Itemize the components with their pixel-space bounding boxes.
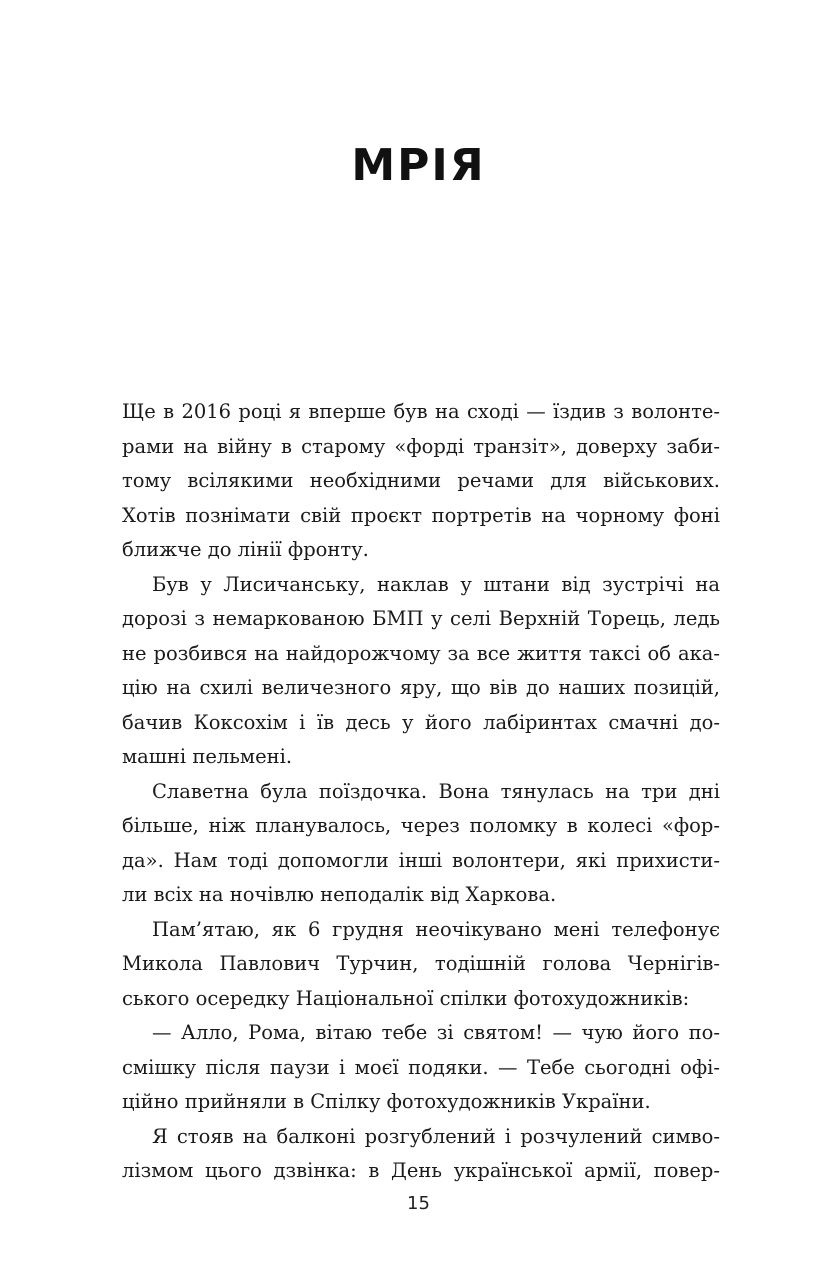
text-line: Микола Павлович Турчин, тодішній голова Чернігів- — [122, 952, 720, 975]
text-line: дорозі з немаркованою БМП у селі Верхній Торець, ледь — [122, 607, 720, 630]
text-line: Я стояв на балконі розгублений і розчулений симво- — [152, 1124, 720, 1148]
text-line: ського осередку Національної спілки фотохудожників: — [122, 986, 690, 1010]
text-line: більше, ніж планувалось, через поломку в колесі «фор- — [122, 814, 720, 837]
text-line: не розбився на найдорожчому за все життя таксі об ака- — [122, 641, 720, 665]
text-line: цію на схилі величезного яру, що вів до наших позицій, — [122, 676, 720, 699]
text-line: лізмом цього дзвінка: в День української армії, повер- — [122, 1159, 720, 1182]
body-text — [122, 395, 720, 1189]
text-line: Ще в 2016 році я вперше був на сході — їздив з волонте- — [122, 400, 720, 423]
text-line: ли всіх на ночівлю неподалік від Харкова. — [122, 883, 557, 906]
text-line: рами на війну в старому «форді транзіт», доверху заби- — [122, 434, 720, 458]
text-line: бачив Коксохім і їв десь у його лабіринтах смачні до- — [122, 710, 720, 734]
text-line: да». Нам тоді допомогли інші волонтери, які прихисти- — [122, 848, 720, 872]
page-number: 15 — [407, 1193, 430, 1214]
text-line: ближче до лінії фронту. — [122, 538, 369, 561]
text-line: Пам’ятаю, як 6 грудня неочікувано мені телефонує — [152, 917, 720, 941]
text-line: смішку після паузи і моєї подяки. — Тебе сьогодні офі- — [122, 1055, 720, 1079]
text-line: тому всілякими необхідними речами для військових. — [122, 469, 720, 492]
text-line: ційно прийняли в Спілку фотохудожників України. — [122, 1090, 651, 1113]
text-line: Хотів познімати свій проєкт портретів на чорному фоні — [122, 503, 720, 527]
chapter-title: МРІЯ — [351, 140, 486, 191]
text-line: Був у Лисичанську, наклав у штани від зустрічі на — [152, 572, 720, 596]
text-line: машні пельмені. — [122, 745, 293, 768]
text-line: Славетна була поїздочка. Вона тянулась на три дні — [152, 779, 720, 803]
text-line: — Алло, Рома, вітаю тебе зі святом! — чую його по- — [152, 1021, 720, 1044]
